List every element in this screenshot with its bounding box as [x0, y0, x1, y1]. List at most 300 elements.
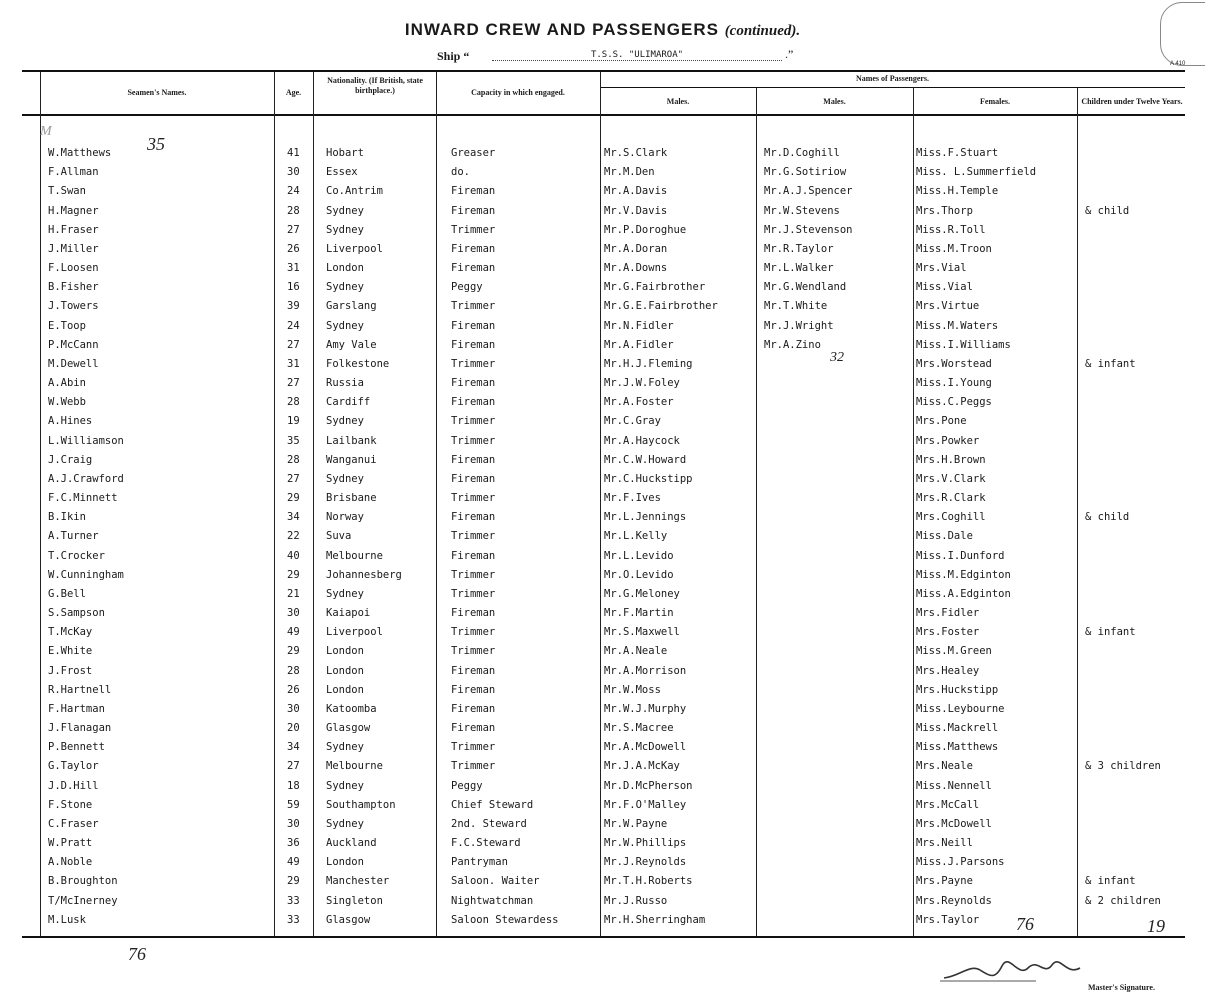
crew-age: 31 — [287, 358, 300, 370]
table-top-rule — [22, 70, 1185, 72]
col-rule — [1077, 88, 1078, 936]
crew-capacity: Fireman — [451, 396, 496, 408]
crew-capacity: Trimmer — [451, 741, 496, 753]
crew-name: F.C.Minnett — [48, 492, 118, 504]
crew-capacity: Fireman — [451, 339, 496, 351]
crew-nationality: Sydney — [326, 741, 364, 753]
header-children: Children under Twelve Years. — [1081, 97, 1183, 106]
crew-name: A.J.Crawford — [48, 473, 124, 485]
female-passenger: Miss.I.Williams — [916, 339, 1011, 351]
crew-nationality: Southampton — [326, 799, 396, 811]
female-passenger: Mrs.Reynolds — [916, 895, 992, 907]
female-passenger: Mrs.Healey — [916, 665, 980, 677]
male-passenger: Mr.T.H.Roberts — [604, 875, 693, 887]
male-passenger: Mr.F.Martin — [604, 607, 674, 619]
crew-capacity: Saloon. Waiter — [451, 875, 540, 887]
crew-nationality: Sydney — [326, 320, 364, 332]
crew-capacity: do. — [451, 166, 470, 178]
crew-age: 35 — [287, 435, 300, 447]
crew-nationality: Russia — [326, 377, 364, 389]
crew-age: 36 — [287, 837, 300, 849]
crew-age: 26 — [287, 243, 300, 255]
female-passenger: Miss.M.Green — [916, 645, 992, 657]
male-passenger: Mr.J.Stevenson — [764, 224, 853, 236]
crew-nationality: Singleton — [326, 895, 383, 907]
col-rule — [313, 72, 314, 936]
crew-capacity: Fireman — [451, 607, 496, 619]
crew-name: F.Allman — [48, 166, 99, 178]
male-passenger: Mr.W.Stevens — [764, 205, 840, 217]
margin-note-35: 35 — [147, 134, 165, 154]
header-males-1: Males. — [666, 97, 690, 106]
female-passenger: Mrs.Powker — [916, 435, 980, 447]
col-rule — [756, 88, 757, 936]
crew-nationality: London — [326, 262, 364, 274]
female-passenger: Miss.I.Young — [916, 377, 992, 389]
crew-nationality: Kaiapoi — [326, 607, 371, 619]
crew-age: 26 — [287, 684, 300, 696]
crew-nationality: Brisbane — [326, 492, 377, 504]
female-passenger: Mrs.R.Clark — [916, 492, 986, 504]
header-nationality: Nationality. (If British, state birthplace.) — [327, 76, 423, 95]
crew-nationality: Manchester — [326, 875, 390, 887]
ship-label: Ship “ — [437, 49, 470, 63]
crew-capacity: Fireman — [451, 262, 496, 274]
crew-capacity: Trimmer — [451, 358, 496, 370]
male-passenger: Mr.A.Fidler — [604, 339, 674, 351]
crew-nationality: London — [326, 856, 364, 868]
crew-name: E.White — [48, 645, 93, 657]
crew-age: 29 — [287, 875, 300, 887]
crew-nationality: Sydney — [326, 588, 364, 600]
female-passenger: Miss.M.Troon — [916, 243, 992, 255]
crew-capacity: Trimmer — [451, 645, 496, 657]
crew-nationality: Sydney — [326, 780, 364, 792]
male-passenger: Mr.D.McPherson — [604, 780, 693, 792]
crew-age: 30 — [287, 166, 300, 178]
female-passenger: Mrs.Worstead — [916, 358, 992, 370]
crew-name: T.McKay — [48, 626, 93, 638]
crew-name: T.Crocker — [48, 550, 105, 562]
male-passenger: Mr.W.Moss — [604, 684, 661, 696]
crew-nationality: Johannesberg — [326, 569, 402, 581]
female-passenger: Mrs.Neale — [916, 760, 973, 772]
female-passenger: Miss.A.Edginton — [916, 588, 1011, 600]
male-passenger: Mr.A.J.Spencer — [764, 185, 853, 197]
crew-age: 24 — [287, 185, 300, 197]
page-title — [0, 20, 1205, 40]
male-passenger: Mr.V.Davis — [604, 205, 668, 217]
crew-name: T/McInerney — [48, 895, 118, 907]
margin-note-32: 32 — [830, 350, 844, 365]
female-passenger: Mrs.Fidler — [916, 607, 980, 619]
crew-capacity: Trimmer — [451, 569, 496, 581]
crew-capacity: Pantryman — [451, 856, 508, 868]
crew-capacity: Fireman — [451, 703, 496, 715]
female-passenger: Mrs.Neill — [916, 837, 973, 849]
female-passenger: Miss.I.Dunford — [916, 550, 1005, 562]
crew-nationality: London — [326, 665, 364, 677]
crew-age: 18 — [287, 780, 300, 792]
male-passenger: Mr.J.A.McKay — [604, 760, 680, 772]
female-passenger: Miss.C.Peggs — [916, 396, 992, 408]
crew-capacity: Fireman — [451, 722, 496, 734]
crew-name: F.Loosen — [48, 262, 99, 274]
col-rule — [600, 72, 601, 936]
crew-age: 28 — [287, 205, 300, 217]
crew-age: 59 — [287, 799, 300, 811]
crew-capacity: Trimmer — [451, 492, 496, 504]
male-passenger: Mr.W.J.Murphy — [604, 703, 687, 715]
crew-name: G.Taylor — [48, 760, 99, 772]
male-passenger: Mr.J.Wright — [764, 320, 834, 332]
crew-age: 34 — [287, 741, 300, 753]
female-passenger: Mrs.Foster — [916, 626, 980, 638]
female-passenger: Mrs.Coghill — [916, 511, 986, 523]
header-capacity: Capacity in which engaged. — [471, 88, 565, 97]
female-passenger: Mrs.McDowell — [916, 818, 992, 830]
crew-age: 22 — [287, 530, 300, 542]
crew-nationality: Co.Antrim — [326, 185, 383, 197]
crew-age: 27 — [287, 760, 300, 772]
male-passenger: Mr.M.Den — [604, 166, 655, 178]
crew-age: 49 — [287, 626, 300, 638]
male-passenger: Mr.A.Foster — [604, 396, 674, 408]
col-rule — [913, 88, 914, 936]
male-passenger: Mr.J.W.Foley — [604, 377, 680, 389]
female-passenger: Mrs.Payne — [916, 875, 973, 887]
crew-capacity: Fireman — [451, 454, 496, 466]
crew-capacity: Fireman — [451, 511, 496, 523]
crew-name: H.Fraser — [48, 224, 99, 236]
crew-name: R.Hartnell — [48, 684, 112, 696]
children-note: & infant — [1085, 626, 1136, 638]
crew-capacity: 2nd. Steward — [451, 818, 527, 830]
crew-name: W.Cunningham — [48, 569, 124, 581]
crew-age: 24 — [287, 320, 300, 332]
crew-name: M.Lusk — [48, 914, 86, 926]
crew-capacity: Trimmer — [451, 626, 496, 638]
crew-nationality: Sydney — [326, 281, 364, 293]
crew-name: C.Fraser — [48, 818, 99, 830]
crew-nationality: Sydney — [326, 818, 364, 830]
crew-capacity: Fireman — [451, 377, 496, 389]
stamp-seal — [1160, 2, 1205, 66]
male-passenger: Mr.H.J.Fleming — [604, 358, 693, 370]
crew-capacity: Fireman — [451, 320, 496, 332]
male-passenger: Mr.A.Zino — [764, 339, 821, 351]
children-note: & child — [1085, 205, 1130, 217]
male-passenger: Mr.N.Fidler — [604, 320, 674, 332]
crew-age: 16 — [287, 281, 300, 293]
crew-age: 49 — [287, 856, 300, 868]
crew-capacity: Trimmer — [451, 760, 496, 772]
male-passenger: Mr.G.Sotiriow — [764, 166, 847, 178]
crew-nationality: Folkestone — [326, 358, 390, 370]
crew-age: 28 — [287, 396, 300, 408]
crew-capacity: Greaser — [451, 147, 496, 159]
crew-age: 40 — [287, 550, 300, 562]
female-passenger: Mrs.Pone — [916, 415, 967, 427]
female-passenger: Miss.J.Parsons — [916, 856, 1005, 868]
crew-name: B.Fisher — [48, 281, 99, 293]
header-seamen-names: Seamen's Names. — [127, 88, 187, 97]
crew-name: W.Matthews — [48, 147, 112, 159]
female-passenger: Mrs.Vial — [916, 262, 967, 274]
crew-capacity: Nightwatchman — [451, 895, 534, 907]
crew-age: 29 — [287, 645, 300, 657]
crew-nationality: Sydney — [326, 205, 364, 217]
crew-nationality: Sydney — [326, 415, 364, 427]
crew-name: W.Webb — [48, 396, 86, 408]
male-passenger: Mr.G.E.Fairbrother — [604, 300, 718, 312]
col-rule — [436, 72, 437, 936]
male-passenger: Mr.A.Downs — [604, 262, 668, 274]
crew-age: 28 — [287, 665, 300, 677]
male-passenger: Mr.F.O'Malley — [604, 799, 687, 811]
male-passenger: Mr.C.W.Howard — [604, 454, 687, 466]
crew-age: 20 — [287, 722, 300, 734]
crew-name: F.Stone — [48, 799, 93, 811]
children-note: & infant — [1085, 358, 1136, 370]
crew-name: P.Bennett — [48, 741, 105, 753]
crew-age: 19 — [287, 415, 300, 427]
crew-name: A.Turner — [48, 530, 99, 542]
crew-age: 29 — [287, 492, 300, 504]
crew-nationality: Melbourne — [326, 760, 383, 772]
header-passengers: Names of Passengers. — [855, 74, 930, 83]
title-continued: (continued). — [724, 23, 801, 39]
crew-age: 41 — [287, 147, 300, 159]
male-passenger: Mr.G.Fairbrother — [604, 281, 706, 293]
female-passenger: Miss. L.Summerfield — [916, 166, 1037, 178]
crew-name: L.Williamson — [48, 435, 124, 447]
female-total: 76 — [1016, 914, 1034, 934]
male-passenger: Mr.J.Reynolds — [604, 856, 687, 868]
female-passenger: Miss.Matthews — [916, 741, 999, 753]
crew-name: B.Broughton — [48, 875, 118, 887]
male-passenger: Mr.H.Sherringham — [604, 914, 706, 926]
children-total: 19 — [1147, 916, 1165, 936]
crew-name: J.Towers — [48, 300, 99, 312]
crew-name: T.Swan — [48, 185, 86, 197]
female-passenger: Miss.H.Temple — [916, 185, 999, 197]
male-passenger: Mr.W.Payne — [604, 818, 668, 830]
children-note: & child — [1085, 511, 1130, 523]
crew-nationality: Liverpool — [326, 626, 383, 638]
crew-age: 29 — [287, 569, 300, 581]
crew-name: A.Hines — [48, 415, 93, 427]
male-passenger: Mr.A.Morrison — [604, 665, 687, 677]
crew-nationality: Auckland — [326, 837, 377, 849]
male-passenger: Mr.F.Ives — [604, 492, 661, 504]
crew-name: J.D.Hill — [48, 780, 99, 792]
male-passenger: Mr.L.Jennings — [604, 511, 687, 523]
crew-name: S.Sampson — [48, 607, 105, 619]
master-signature — [940, 956, 1090, 984]
crew-name: W.Pratt — [48, 837, 93, 849]
col-rule — [40, 72, 41, 936]
children-note: & 2 children — [1085, 895, 1161, 907]
crew-nationality: Essex — [326, 166, 358, 178]
female-passenger: Mrs.Taylor — [916, 914, 980, 926]
male-passenger: Mr.S.Clark — [604, 147, 668, 159]
crew-capacity: Fireman — [451, 550, 496, 562]
female-passenger: Miss.M.Edginton — [916, 569, 1011, 581]
table-bottom-rule — [22, 936, 1185, 938]
male-passenger: Mr.C.Gray — [604, 415, 661, 427]
crew-capacity: Trimmer — [451, 530, 496, 542]
crew-nationality: Suva — [326, 530, 352, 542]
crew-name: J.Frost — [48, 665, 93, 677]
crew-age: 33 — [287, 895, 300, 907]
crew-capacity: Peggy — [451, 281, 483, 293]
crew-name: H.Magner — [48, 205, 99, 217]
crew-name: M.Dewell — [48, 358, 99, 370]
crew-name: J.Miller — [48, 243, 99, 255]
crew-nationality: London — [326, 645, 364, 657]
crew-capacity: Trimmer — [451, 435, 496, 447]
crew-total: 76 — [128, 944, 146, 964]
male-passenger: Mr.T.White — [764, 300, 828, 312]
female-passenger: Mrs.V.Clark — [916, 473, 986, 485]
crew-age: 27 — [287, 339, 300, 351]
crew-age: 28 — [287, 454, 300, 466]
crew-name: A.Noble — [48, 856, 93, 868]
female-passenger: Miss.F.Stuart — [916, 147, 999, 159]
female-passenger: Mrs.Thorp — [916, 205, 973, 217]
male-passenger: Mr.A.Doran — [604, 243, 668, 255]
crew-capacity: F.C.Steward — [451, 837, 521, 849]
male-passenger: Mr.S.Maxwell — [604, 626, 680, 638]
crew-capacity: Chief Steward — [451, 799, 534, 811]
crew-name: E.Toop — [48, 320, 86, 332]
crew-name: A.Abin — [48, 377, 86, 389]
crew-capacity: Fireman — [451, 243, 496, 255]
male-passenger: Mr.C.Huckstipp — [604, 473, 693, 485]
children-note: & infant — [1085, 875, 1136, 887]
female-passenger: Mrs.H.Brown — [916, 454, 986, 466]
female-passenger: Mrs.McCall — [916, 799, 980, 811]
signature-caption: Master's Signature. — [1088, 983, 1155, 992]
crew-name: J.Craig — [48, 454, 93, 466]
crew-nationality: Glasgow — [326, 914, 371, 926]
female-passenger: Miss.R.Toll — [916, 224, 986, 236]
crew-name: G.Bell — [48, 588, 86, 600]
passenger-subheader-rule — [600, 87, 1185, 88]
header-bottom-rule — [22, 114, 1185, 116]
crew-capacity: Fireman — [451, 684, 496, 696]
crew-age: 39 — [287, 300, 300, 312]
crew-nationality: Cardiff — [326, 396, 371, 408]
crew-capacity: Fireman — [451, 473, 496, 485]
children-note: & 3 children — [1085, 760, 1161, 772]
crew-age: 30 — [287, 607, 300, 619]
crew-age: 27 — [287, 473, 300, 485]
male-passenger: Mr.A.Neale — [604, 645, 668, 657]
male-passenger: Mr.S.Macree — [604, 722, 674, 734]
ship-name: T.S.S. "ULIMAROA" — [492, 50, 782, 61]
crew-age: 33 — [287, 914, 300, 926]
crew-name: B.Ikin — [48, 511, 86, 523]
crew-nationality: Wanganui — [326, 454, 377, 466]
male-passenger: Mr.P.Doroghue — [604, 224, 687, 236]
header-females: Females. — [980, 97, 1010, 106]
crew-age: 27 — [287, 224, 300, 236]
crew-age: 21 — [287, 588, 300, 600]
crew-capacity: Saloon Stewardess — [451, 914, 559, 926]
crew-age: 34 — [287, 511, 300, 523]
crew-nationality: London — [326, 684, 364, 696]
crew-capacity: Trimmer — [451, 588, 496, 600]
crew-name: P.McCann — [48, 339, 99, 351]
col-rule — [274, 72, 275, 936]
crew-nationality: Norway — [326, 511, 364, 523]
female-passenger: Miss.M.Waters — [916, 320, 999, 332]
crew-nationality: Amy Vale — [326, 339, 377, 351]
male-passenger: Mr.R.Taylor — [764, 243, 834, 255]
male-passenger: Mr.L.Walker — [764, 262, 834, 274]
crew-capacity: Fireman — [451, 665, 496, 677]
crew-age: 30 — [287, 703, 300, 715]
crew-capacity: Fireman — [451, 185, 496, 197]
header-males-2: Males. — [823, 97, 846, 106]
crew-nationality: Garslang — [326, 300, 377, 312]
female-passenger: Miss.Mackrell — [916, 722, 999, 734]
male-passenger: Mr.J.Russo — [604, 895, 668, 907]
male-passenger: Mr.G.Wendland — [764, 281, 847, 293]
title-text: INWARD CREW AND PASSENGERS — [404, 20, 719, 39]
crew-capacity: Peggy — [451, 780, 483, 792]
male-passenger: Mr.O.Levido — [604, 569, 674, 581]
crew-nationality: Sydney — [326, 224, 364, 236]
male-passenger: Mr.A.McDowell — [604, 741, 687, 753]
crew-age: 31 — [287, 262, 300, 274]
crew-capacity: Trimmer — [451, 224, 496, 236]
ship-close: .” — [785, 47, 794, 61]
female-passenger: Miss.Leybourne — [916, 703, 1005, 715]
female-passenger: Miss.Nennell — [916, 780, 992, 792]
crew-capacity: Trimmer — [451, 415, 496, 427]
margin-note-left: M — [40, 124, 52, 139]
header-age: Age. — [285, 88, 302, 97]
male-passenger: Mr.G.Meloney — [604, 588, 680, 600]
crew-nationality: Katoomba — [326, 703, 377, 715]
crew-age: 27 — [287, 377, 300, 389]
male-passenger: Mr.A.Davis — [604, 185, 668, 197]
crew-name: F.Hartman — [48, 703, 105, 715]
male-passenger: Mr.A.Haycock — [604, 435, 680, 447]
female-passenger: Miss.Dale — [916, 530, 973, 542]
crew-age: 30 — [287, 818, 300, 830]
crew-nationality: Sydney — [326, 473, 364, 485]
male-passenger: Mr.L.Kelly — [604, 530, 668, 542]
crew-nationality: Lailbank — [326, 435, 377, 447]
male-passenger: Mr.W.Phillips — [604, 837, 687, 849]
female-passenger: Miss.Vial — [916, 281, 973, 293]
crew-nationality: Liverpool — [326, 243, 383, 255]
crew-nationality: Melbourne — [326, 550, 383, 562]
female-passenger: Mrs.Virtue — [916, 300, 980, 312]
crew-name: J.Flanagan — [48, 722, 112, 734]
form-number: A 410 — [1170, 61, 1186, 67]
male-passenger: Mr.D.Coghill — [764, 147, 840, 159]
crew-nationality: Glasgow — [326, 722, 371, 734]
male-passenger: Mr.L.Levido — [604, 550, 674, 562]
crew-capacity: Fireman — [451, 205, 496, 217]
female-passenger: Mrs.Huckstipp — [916, 684, 999, 696]
crew-nationality: Hobart — [326, 147, 364, 159]
